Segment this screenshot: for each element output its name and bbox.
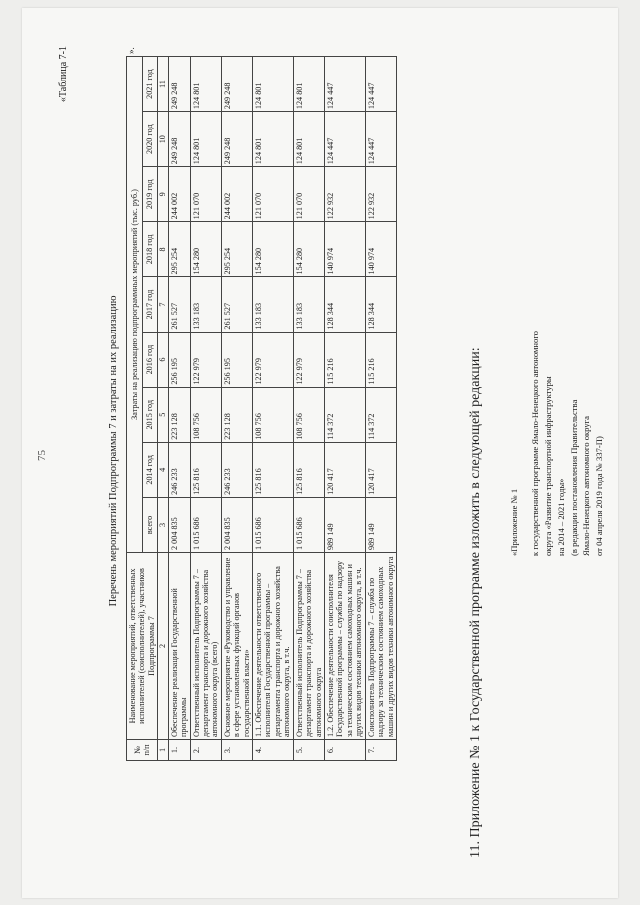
row-value: 124 447 [365, 112, 396, 167]
appendix-caption [508, 331, 606, 556]
appendix-line [521, 331, 529, 556]
column-number: 2 [158, 553, 168, 740]
row-name: 1.2. Обеспечение деятельности соисполнителя Государственной программы – службы по надзору за техническим состоянием самоходных машин и других видов техники автономного округа, в т.ч. [325, 553, 366, 740]
row-value: 154 280 [293, 222, 324, 277]
row-value: 122 932 [365, 167, 396, 222]
row-value: 128 344 [325, 277, 366, 332]
header-no: № п/п [127, 740, 158, 761]
costs-table [126, 56, 397, 761]
column-number: 9 [158, 167, 168, 222]
row-value: 122 979 [253, 332, 294, 387]
row-value: 249 248 [221, 57, 252, 112]
column-number: 11 [158, 57, 168, 112]
table-body [168, 57, 396, 761]
row-value: 246 233 [168, 442, 190, 497]
row-value: 140 974 [365, 222, 396, 277]
column-number: 4 [158, 442, 168, 497]
column-number: 5 [158, 387, 168, 442]
row-value: 989 149 [365, 497, 396, 552]
row-value: 125 816 [190, 442, 221, 497]
row-value: 122 979 [293, 332, 324, 387]
row-value: 121 070 [253, 167, 294, 222]
row-value: 133 183 [253, 277, 294, 332]
row-name: Соисполнитель Подпрограммы 7 – служба по надзору за техническим состоянием самоходных машин и других видов техники автономного округа [365, 553, 396, 740]
row-value: 124 447 [365, 57, 396, 112]
header-costs: Затраты на реализацию подпрограммных мероприятий (тыс. руб.) [127, 57, 143, 553]
row-number: 6. [325, 740, 366, 761]
table-row [365, 57, 396, 761]
row-value: 120 417 [365, 442, 396, 497]
row-number: 2. [190, 740, 221, 761]
row-number: 7. [365, 740, 396, 761]
row-value: 140 974 [325, 222, 366, 277]
row-value: 223 128 [221, 387, 252, 442]
row-value: 154 280 [190, 222, 221, 277]
row-value: 989 149 [325, 497, 366, 552]
rotated-page [30, 16, 605, 886]
row-value: 249 248 [168, 57, 190, 112]
table-row [190, 57, 221, 761]
row-value: 114 372 [365, 387, 396, 442]
row-value: 124 801 [253, 112, 294, 167]
header-year: 2015 год [142, 387, 158, 442]
row-number: 4. [253, 740, 294, 761]
header-numbers-row [158, 57, 168, 761]
row-value: 133 183 [190, 277, 221, 332]
document-sheet [22, 8, 618, 898]
header-year: всего [142, 497, 158, 552]
row-value: 223 128 [168, 387, 190, 442]
row-value: 295 254 [221, 222, 252, 277]
table-row [325, 57, 366, 761]
row-value: 154 280 [253, 222, 294, 277]
row-value: 108 756 [293, 387, 324, 442]
row-value: 124 447 [325, 112, 366, 167]
header-year: 2018 год [142, 222, 158, 277]
table-label: «Таблица 7-1 [58, 46, 69, 103]
column-number: 8 [158, 222, 168, 277]
row-value: 124 447 [325, 57, 366, 112]
table-row [253, 57, 294, 761]
row-value: 115 216 [365, 332, 396, 387]
row-value: 246 233 [221, 442, 252, 497]
row-value: 261 527 [221, 277, 252, 332]
appendix-line: к государственной программе Ямало-Ненецкого автономного [529, 331, 540, 556]
appendix-line: от 04 апреля 2019 года № 337-П) [594, 436, 605, 556]
row-value: 121 070 [293, 167, 324, 222]
column-number: 3 [158, 497, 168, 552]
row-value: 2 004 835 [168, 497, 190, 552]
row-number: 1. [168, 740, 190, 761]
header-year: 2020 год [142, 112, 158, 167]
row-value: 124 801 [190, 112, 221, 167]
table-row [221, 57, 252, 761]
section-heading: 11. Приложение № 1 к Государственной программе изложить в следующей редакции: [468, 347, 483, 858]
page-number: 75 [36, 450, 48, 461]
row-name: Ответственный исполнитель Подпрограммы 7 – департамент транспорта и дорожного хозяйства автономного округа (всего) [190, 553, 221, 740]
row-value: 133 183 [293, 277, 324, 332]
row-value: 244 002 [168, 167, 190, 222]
row-value: 114 372 [325, 387, 366, 442]
row-value: 125 816 [293, 442, 324, 497]
appendix-line: округа «Развитие транспортной инфраструктуры [542, 376, 553, 556]
row-value: 115 216 [325, 332, 366, 387]
appendix-line: «Приложение № 1 [509, 488, 519, 556]
column-number: 7 [158, 277, 168, 332]
header-year: 2017 год [142, 277, 158, 332]
row-value: 124 801 [293, 112, 324, 167]
appendix-line: (в редакции постановления Правительства [568, 399, 579, 556]
appendix-line: Ямало-Ненецкого автономного округа [581, 416, 592, 556]
row-name: Ответственный исполнитель Подпрограммы 7 – департамент транспорта и дорожного хозяйства автономного округа [293, 553, 324, 740]
appendix-line: на 2014 – 2021 годы» [555, 478, 566, 556]
row-value: 256 195 [221, 332, 252, 387]
row-value: 122 979 [190, 332, 221, 387]
row-value: 1 015 686 [253, 497, 294, 552]
row-name: Обеспечение реализации Государственной программы [168, 553, 190, 740]
header-year: 2021 год [142, 57, 158, 112]
row-value: 1 015 686 [293, 497, 324, 552]
row-number: 3. [221, 740, 252, 761]
row-value: 121 070 [190, 167, 221, 222]
header-year: 2016 год [142, 332, 158, 387]
row-value: 124 801 [190, 57, 221, 112]
table-end-mark: ». [126, 47, 136, 54]
row-value: 124 801 [293, 57, 324, 112]
row-value: 244 002 [221, 167, 252, 222]
column-number: 6 [158, 332, 168, 387]
table-title: Перечень мероприятий Подпрограммы 7 и затраты на их реализацию [108, 295, 119, 607]
row-value: 256 195 [168, 332, 190, 387]
table-row [293, 57, 324, 761]
row-value: 261 527 [168, 277, 190, 332]
row-value: 120 417 [325, 442, 366, 497]
row-value: 108 756 [190, 387, 221, 442]
header-name: Наименование мероприятий, ответственных исполнителей (соисполнителей), участников Подпрограммы 7 [127, 553, 158, 740]
row-name: 1.1. Обеспечение деятельности ответственного исполнителя Государственной программы – департамента транспорта и дорожного хозяйства автономного округа, в т.ч. [253, 553, 294, 740]
column-number: 10 [158, 112, 168, 167]
row-value: 128 344 [365, 277, 396, 332]
row-value: 122 932 [325, 167, 366, 222]
row-value: 1 015 686 [190, 497, 221, 552]
table-row [168, 57, 190, 761]
row-value: 295 254 [168, 222, 190, 277]
row-value: 249 248 [221, 112, 252, 167]
header-year: 2019 год [142, 167, 158, 222]
row-value: 2 004 835 [221, 497, 252, 552]
row-number: 5. [293, 740, 324, 761]
row-value: 124 801 [253, 57, 294, 112]
header-year: 2014 год [142, 442, 158, 497]
row-value: 125 816 [253, 442, 294, 497]
row-value: 249 248 [168, 112, 190, 167]
row-value: 108 756 [253, 387, 294, 442]
column-number: 1 [158, 740, 168, 761]
row-name: Основное мероприятие «Руководство и управление в сфере установленных функций органов государственной власти» [221, 553, 252, 740]
